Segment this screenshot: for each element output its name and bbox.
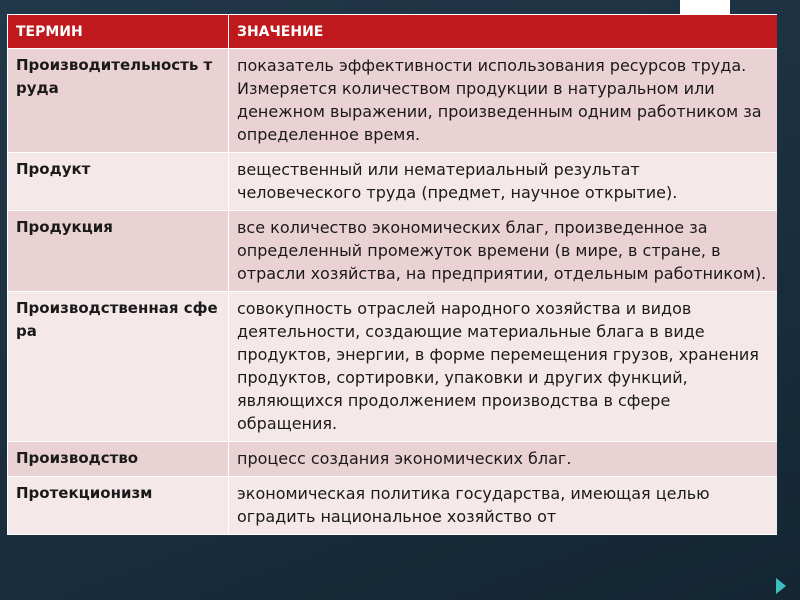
term-cell: Производственная сфера [8,292,229,442]
term-cell: Производство [8,442,229,477]
table-row [8,49,778,153]
header-definition: ЗНАЧЕНИЕ [229,15,778,49]
definition-cell: все количество экономических благ, произведенное за определенный промежуток времени (в мире, в стране, в отрасли хозяйства, на предприятии, отдельным работником). [229,211,778,292]
term-cell: Продукт [8,153,229,211]
table-header-row [8,15,778,49]
definition-cell: показатель эффективности использования ресурсов труда. Измеряется количеством продукции в натуральном или денежном выражении, произведенным одним работником за определенное время. [229,49,778,153]
table-row [8,153,778,211]
terms-table [7,14,777,535]
table-row [8,442,778,477]
definition-cell: совокупность отраслей народного хозяйства и видов деятельности, создающие материальные блага в виде продуктов, энергии, в форме перемещения грузов, хранения продуктов, сортировки, упаковки и других функций, являющихся продолжением производства в сфере обращения. [229,292,778,442]
next-arrow-icon [776,578,786,594]
term-cell: Продукция [8,211,229,292]
definition-cell: экономическая политика государства, имеющая целью оградить национальное хозяйство от [229,477,778,535]
table-row [8,292,778,442]
header-term: ТЕРМИН [8,15,229,49]
term-cell: Протекционизм [8,477,229,535]
term-cell: Производительность труда [8,49,229,153]
definition-cell: вещественный или нематериальный результат человеческого труда (предмет, научное открытие). [229,153,778,211]
definition-cell: процесс создания экономических благ. [229,442,778,477]
table-row [8,211,778,292]
table-row [8,477,778,535]
terms-table-container [7,14,777,600]
